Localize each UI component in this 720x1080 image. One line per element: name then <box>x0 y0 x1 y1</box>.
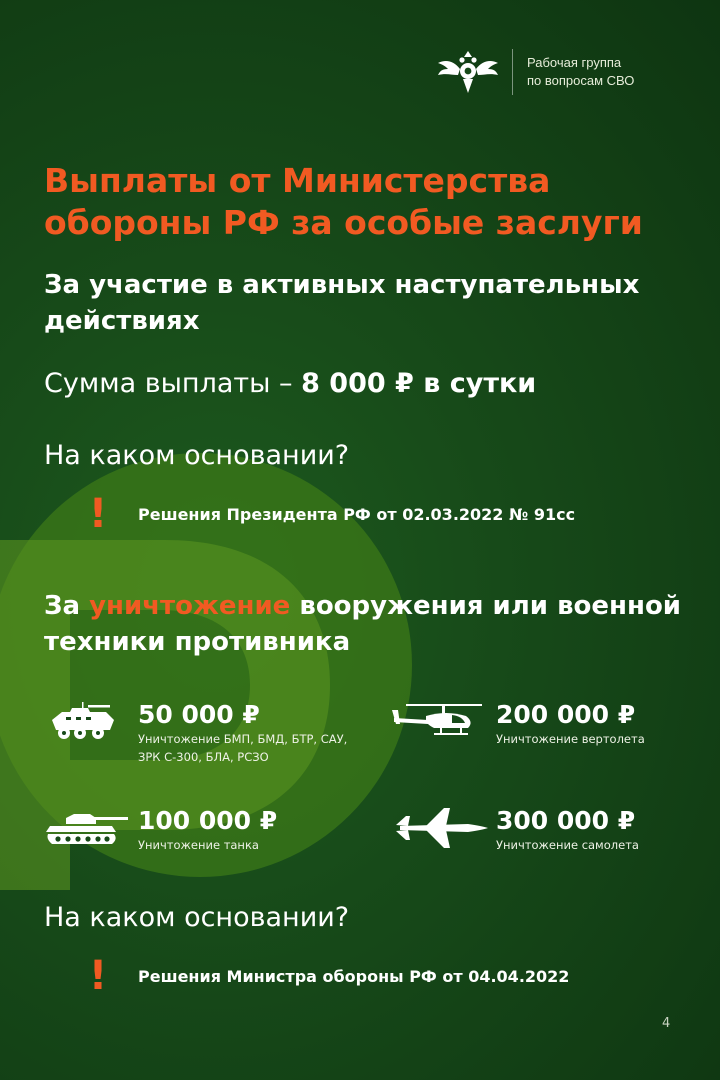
section2-heading-part2: вооружения или военной техники противника <box>44 591 682 657</box>
helicopter-icon <box>390 700 490 744</box>
reward-helicopter <box>390 700 706 748</box>
section2-heading-accent: уничтожение <box>89 591 291 621</box>
reward-desc-1: Уничтожение БМП, БМД, БТР, САУ, ЗРК С-300, БЛА, РСЗО <box>138 732 348 764</box>
reward-tank <box>44 806 348 854</box>
section2-heading <box>44 588 684 660</box>
page-number: 4 <box>662 1016 671 1031</box>
reward-amount-2: 200 000 ₽ <box>496 700 636 729</box>
reward-airplane <box>390 806 706 854</box>
reward-amount-3: 100 000 ₽ <box>138 806 278 835</box>
reward-info-4 <box>496 806 706 854</box>
basis-text-2: Решения Министра обороны РФ от 04.04.2022 <box>138 966 570 986</box>
reward-desc-2: Уничтожение вертолета <box>496 732 645 746</box>
reward-armored-vehicles <box>44 700 348 766</box>
airplane-icon <box>390 806 490 850</box>
reward-info-1 <box>138 700 348 766</box>
header <box>436 48 634 96</box>
header-divider <box>512 49 513 95</box>
reward-desc-3: Уничтожение танка <box>138 838 259 852</box>
basis-text-1: Решения Президента РФ от 02.03.2022 № 91сс <box>138 504 576 524</box>
reward-info-3 <box>138 806 348 854</box>
header-org-name <box>527 54 634 90</box>
exclamation-icon: ! <box>88 953 108 999</box>
exclamation-icon: ! <box>88 491 108 537</box>
basis-row-1 <box>88 491 576 537</box>
armored-vehicle-icon <box>44 700 132 744</box>
payment-amount-label: Сумма выплаты – <box>44 368 302 399</box>
reward-amount-1: 50 000 ₽ <box>138 700 260 729</box>
basis-question-2: На каком основании? <box>44 902 350 933</box>
basis-row-2 <box>88 953 570 999</box>
header-line-1: Рабочая группа <box>527 55 622 70</box>
section2-heading-part1: За <box>44 591 90 621</box>
payment-amount-value: 8 000 ₽ в сутки <box>301 368 537 399</box>
basis-question-1: На каком основании? <box>44 440 350 471</box>
section1-heading: За участие в активных наступательных действиях <box>44 270 640 336</box>
tank-icon <box>44 806 132 850</box>
header-line-2: по вопросам СВО <box>527 73 635 88</box>
eagle-emblem-icon <box>436 49 500 95</box>
payment-amount <box>44 366 536 402</box>
reward-desc-4: Уничтожение самолета <box>496 838 639 852</box>
page-title: Выплаты от Министерства обороны РФ за особые заслуги <box>44 161 643 242</box>
reward-amount-4: 300 000 ₽ <box>496 806 636 835</box>
reward-info-2 <box>496 700 706 748</box>
